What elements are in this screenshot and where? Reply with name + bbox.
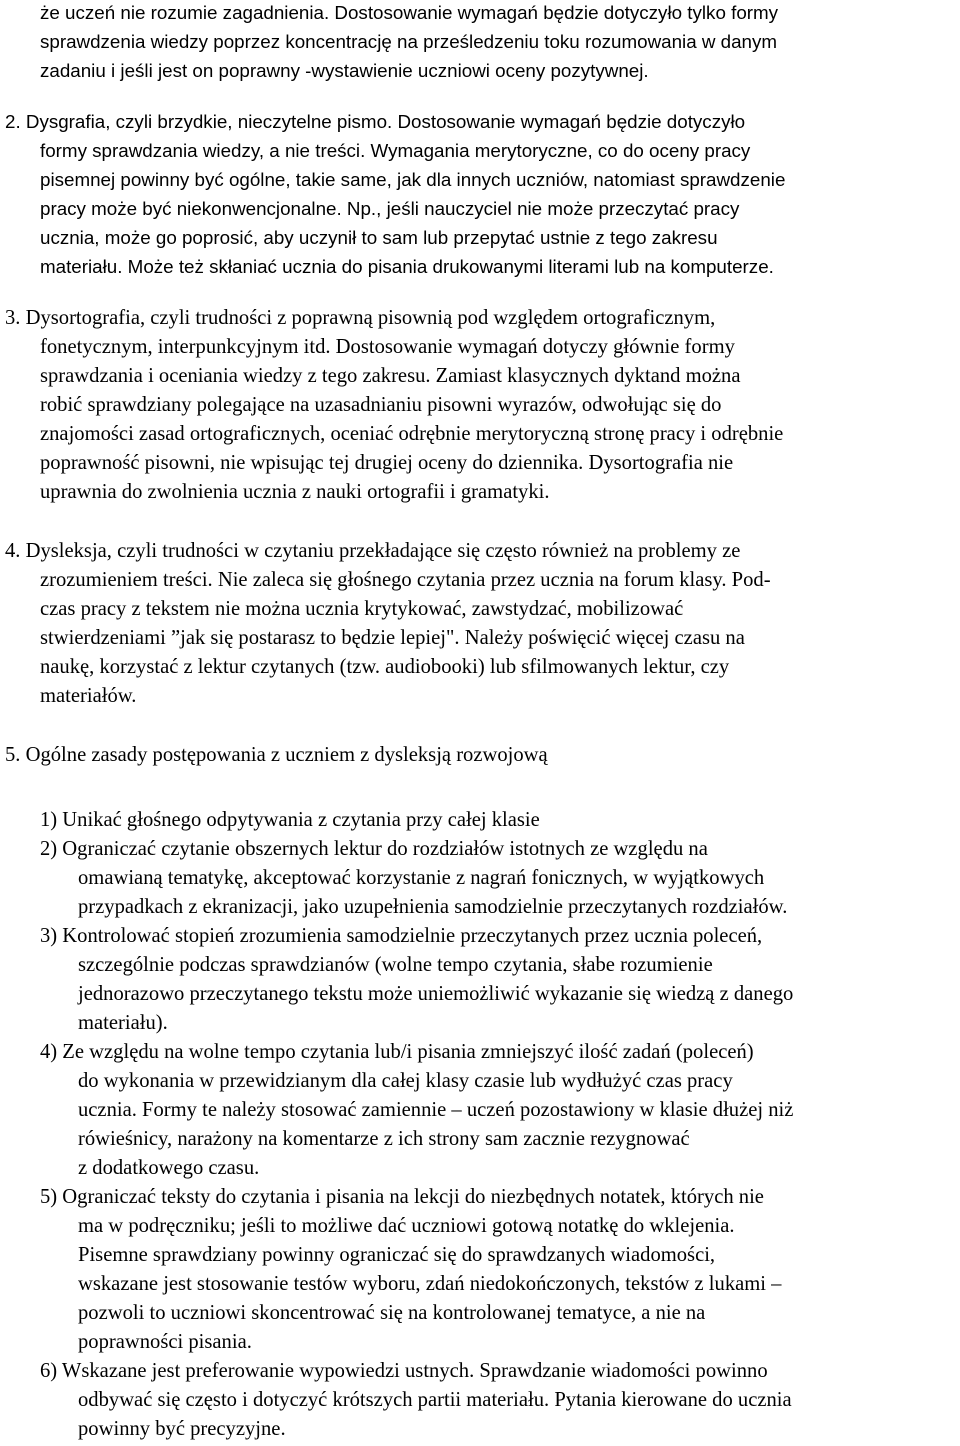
text-line: że uczeń nie rozumie zagadnienia. Dostosowanie wymagań będzie dotyczyło tylko formy bbox=[40, 2, 779, 23]
sublist-item-1: 1) Unikać głośnego odpytywania z czytania przy całej klasie bbox=[40, 809, 540, 831]
text-line: przypadkach z ekranizacji, jako uzupełnienia samodzielnie przeczytanych rozdziałów. bbox=[78, 896, 788, 918]
text-line: wskazane jest stosowanie testów wyboru, zdań niedokończonych, tekstów z lukami – bbox=[78, 1273, 782, 1295]
text-line: pracy może być niekonwencjonalne. Np., jeśli nauczyciel nie może przeczytać pracy bbox=[40, 198, 740, 219]
text-line: materiału. Może też skłaniać ucznia do pisania drukowanymi literami lub na komputerze. bbox=[40, 256, 774, 277]
text-line: pisemnej powinny być ogólne, takie same, jak dla innych uczniów, natomiast sprawdzenie bbox=[40, 169, 786, 190]
text-line: robić sprawdziany polegające na uzasadnianiu pisowni wyrazów, odwołując się do bbox=[40, 394, 722, 416]
list-item-4-line: 4. Dysleksja, czyli trudności w czytaniu przekładające się często również na problemy ze bbox=[5, 540, 741, 562]
list-item-3-line: 3. Dysortografia, czyli trudności z poprawną pisownią pod względem ortograficznym, bbox=[5, 307, 716, 329]
text-line: pozwoli to uczniowi skoncentrować się na kontrolowanej tematyce, a nie na bbox=[78, 1302, 706, 1324]
text-line: poprawność pisowni, nie wpisując tej drugiej oceny do dziennika. Dysortografia nie bbox=[40, 452, 734, 474]
list-item-5-heading: 5. Ogólne zasady postępowania z uczniem z dysleksją rozwojową bbox=[5, 744, 548, 766]
text-line: czas pracy z tekstem nie można ucznia krytykować, zawstydzać, mobilizować bbox=[40, 598, 684, 620]
text-line: materiałów. bbox=[40, 685, 137, 707]
text-line: naukę, korzystać z lektur czytanych (tzw. audiobooki) lub sfilmowanych lektur, czy bbox=[40, 656, 730, 678]
text-line: stwierdzeniami ”jak się postarasz to będzie lepiej". Należy poświęcić więcej czasu na bbox=[40, 627, 745, 649]
text-line: uprawnia do zwolnienia ucznia z nauki ortografii i gramatyki. bbox=[40, 481, 550, 503]
text-line: odbywać się często i dotyczyć krótszych partii materiału. Pytania kierowane do ucznia bbox=[78, 1389, 792, 1411]
text-line: Pisemne sprawdziany powinny ograniczać się do sprawdzanych wiadomości, bbox=[78, 1244, 716, 1266]
text-line: znajomości zasad ortograficznych, oceniać odrębnie merytoryczną stronę pracy i odrębnie bbox=[40, 423, 784, 445]
text-line: sprawdzania i oceniania wiedzy z tego zakresu. Zamiast klasycznych dyktand można bbox=[40, 365, 741, 387]
text-line: do wykonania w przewidzianym dla całej klasy czasie lub wydłużyć czas pracy bbox=[78, 1070, 733, 1092]
text-line: formy sprawdzania wiedzy, a nie treści. Wymagania merytoryczne, co do oceny pracy bbox=[40, 140, 751, 161]
text-line: powinny być precyzyjne. bbox=[78, 1418, 286, 1440]
text-line: zadaniu i jeśli jest on poprawny -wystawienie uczniowi oceny pozytywnej. bbox=[40, 60, 649, 81]
text-line: materiału). bbox=[78, 1012, 168, 1034]
text-line: ucznia, może go poprosić, aby uczynił to sam lub przepytać ustnie z tego zakresu bbox=[40, 227, 718, 248]
text-line: sprawdzenia wiedzy poprzez koncentrację na prześledzeniu toku rozumowania w danym bbox=[40, 31, 778, 52]
text-line: ucznia. Formy te należy stosować zamiennie – uczeń pozostawiony w klasie dłużej niż bbox=[78, 1099, 794, 1121]
text-line: rówieśnicy, narażony na komentarze z ich strony sam zacznie rezygnować bbox=[78, 1128, 690, 1150]
text-line: ma w podręczniku; jeśli to możliwe dać uczniowi gotową notatkę do wklejenia. bbox=[78, 1215, 735, 1237]
sublist-item-2: 2) Ograniczać czytanie obszernych lektur do rozdziałów istotnych ze względu na bbox=[40, 838, 708, 860]
text-line: z dodatkowego czasu. bbox=[78, 1157, 260, 1179]
text-line: zrozumieniem treści. Nie zaleca się głośnego czytania przez ucznia na forum klasy. Pod- bbox=[40, 569, 771, 591]
sublist-item-5: 5) Ograniczać teksty do czytania i pisania na lekcji do niezbędnych notatek, których nie bbox=[40, 1186, 764, 1208]
text-line: fonetycznym, interpunkcyjnym itd. Dostosowanie wymagań dotyczy głównie formy bbox=[40, 336, 735, 358]
sublist-item-3: 3) Kontrolować stopień zrozumienia samodzielnie przeczytanych przez ucznia poleceń, bbox=[40, 925, 763, 947]
sublist-item-4: 4) Ze względu na wolne tempo czytania lub/i pisania zmniejszyć ilość zadań (poleceń) bbox=[40, 1041, 754, 1063]
text-line: szczególnie podczas sprawdzianów (wolne tempo czytania, słabe rozumienie bbox=[78, 954, 713, 976]
list-item-2-line: 2. Dysgrafia, czyli brzydkie, nieczytelne pismo. Dostosowanie wymagań będzie dotyczyło bbox=[5, 111, 746, 132]
text-line: poprawności pisania. bbox=[78, 1331, 252, 1353]
text-line: jednorazowo przeczytanego tekstu może uniemożliwić wykazanie się wiedzą z danego bbox=[78, 983, 794, 1005]
sublist-item-6: 6) Wskazane jest preferowanie wypowiedzi ustnych. Sprawdzanie wiadomości powinno bbox=[40, 1360, 768, 1382]
text-line: omawianą tematykę, akceptować korzystanie z nagrań fonicznych, w wyjątkowych bbox=[78, 867, 765, 889]
